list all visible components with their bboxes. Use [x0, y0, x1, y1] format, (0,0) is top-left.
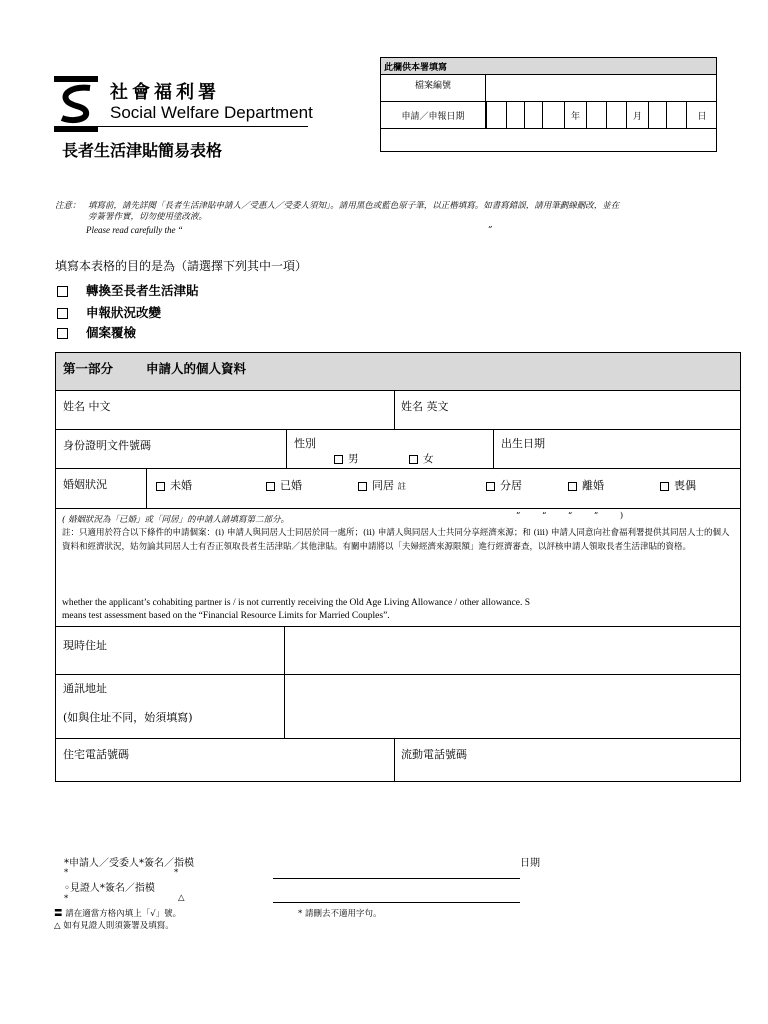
checkbox-icon[interactable]	[568, 482, 577, 491]
logo-underline	[54, 126, 308, 127]
checkbox-icon[interactable]	[409, 455, 418, 464]
home-phone-label: 住宅電話號碼	[63, 748, 129, 761]
correspondence-address-label: 通訊地址	[63, 682, 107, 695]
star-mark: *	[174, 868, 179, 878]
option-label: 同居	[372, 479, 394, 492]
logo-text-en: Social Welfare Department	[110, 103, 313, 122]
part1-form	[55, 352, 741, 782]
marital-label: 婚姻狀況	[63, 478, 107, 491]
applicant-signature-label: *申請人／受委人*簽名／指模	[64, 858, 194, 869]
option-label: 未婚	[170, 479, 192, 492]
part1-title: 申請人的個人資料	[146, 361, 247, 376]
swd-logo-mark-icon	[54, 76, 98, 132]
day-label: 日	[686, 102, 717, 128]
option-label: 分居	[500, 479, 522, 492]
marital-option-cohabit[interactable]	[358, 477, 406, 493]
residential-address-label: 現時住址	[63, 639, 107, 652]
option-label: 離婚	[582, 479, 604, 492]
date-label: 日期	[520, 858, 540, 869]
female-label: 女	[423, 453, 434, 465]
note-text: 註：只適用於符合以下條件的申請個案：(i) 申請人與同居人士同居於同一處所；(ii) 申請人與同居人士共同分享經濟來源；和 (iii) 申請人同意向社會福利署提供其同居人士的個人資料和經濟狀況，姑勿論其同居人士有否正領取長者生活津貼／其他津貼。有關申請將以「夫婦經濟來源限額」進行經濟審查，以評核申請人領取長者生活津貼的資格。	[62, 528, 730, 552]
office-use-box	[380, 57, 717, 152]
office-use-heading: 此欄供本署填寫	[381, 58, 716, 75]
month-label: 月	[626, 102, 648, 128]
option-label: 已婚	[280, 479, 302, 492]
marital-option-single[interactable]	[156, 477, 192, 493]
marital-row	[56, 469, 740, 509]
cohabit-note-row	[56, 509, 740, 627]
checkbox-icon[interactable]	[57, 328, 68, 339]
correspondence-address-row	[56, 675, 740, 739]
checkbox-icon[interactable]	[334, 455, 343, 464]
part1-heading	[56, 353, 740, 391]
dob-label: 出生日期	[501, 437, 545, 450]
note-en-line1: whether the applicant’s cohabiting partner is / is not currently receiving the Old Age Living Allowance / other allowance. S	[62, 598, 531, 608]
marital-option-separated[interactable]	[486, 477, 522, 493]
witness-signature-line[interactable]	[273, 902, 520, 903]
option-label: 喪偶	[674, 479, 696, 492]
triangle-mark: △	[178, 893, 185, 903]
checkbox-icon[interactable]	[57, 286, 68, 297]
purpose-option-label: 個案覆檢	[85, 325, 136, 340]
checkbox-icon[interactable]	[358, 482, 367, 491]
checkbox-icon[interactable]	[156, 482, 165, 491]
purpose-option-1[interactable]	[57, 281, 199, 299]
checkbox-icon[interactable]	[57, 308, 68, 319]
date-label: 申請／申報日期	[381, 102, 486, 128]
male-label: 男	[348, 453, 359, 465]
notes-line2: 旁簽署作實，切勿使用塗改液。	[88, 212, 208, 222]
file-no-label: 檔案編號	[381, 75, 486, 101]
notes-line3: Please read carefully the “	[86, 225, 183, 235]
name-zh-label: 姓名 中文	[63, 400, 111, 413]
sex-female-option[interactable]	[409, 451, 434, 466]
checkbox-icon[interactable]	[660, 482, 669, 491]
purpose-option-2[interactable]	[57, 303, 161, 321]
phone-row	[56, 739, 740, 782]
residential-address-row	[56, 627, 740, 675]
marital-option-divorced[interactable]	[568, 477, 604, 493]
footnote-delete: * 請刪去不適用字句。	[298, 909, 382, 919]
mobile-phone-label: 流動電話號碼	[401, 748, 467, 761]
part1-number: 第一部分	[63, 361, 114, 376]
star-mark: *	[64, 894, 69, 904]
note-mark: 註	[397, 482, 407, 492]
logo-text-zh: 社會福利署	[110, 82, 220, 103]
checkbox-icon[interactable]	[486, 482, 495, 491]
notes-label: 注意：	[55, 201, 81, 211]
note-quotes: ” “ “ ” )	[516, 511, 624, 521]
purpose-option-label: 申報狀況改變	[85, 305, 161, 320]
signature-line[interactable]	[273, 878, 520, 879]
notes-line1: 填寫前，請先詳閱「長者生活津貼申請人／受惠人／受委人須知」。請用黑色或藍色原子筆，以正楷填寫。如書寫錯誤，請用筆劃線刪改，並在	[88, 201, 620, 211]
name-row	[56, 391, 740, 430]
marital-option-widowed[interactable]	[660, 477, 696, 493]
note-italic: ( 婚姻狀況為「已婚」或「同居」的申請人請填寫第二部分。	[62, 515, 290, 525]
witness-signature-label: ◦見證人*簽名／指模	[64, 883, 155, 894]
star-mark: *	[64, 868, 69, 878]
purpose-question: 填寫本表格的目的是為（請選擇下列其中一項）	[55, 259, 308, 273]
form-title: 長者生活津貼簡易表格	[62, 141, 223, 160]
purpose-option-label: 轉換至長者生活津貼	[85, 283, 199, 298]
purpose-option-3[interactable]	[57, 323, 136, 341]
footnote-witness: △ 如有見證人則須簽署及填寫。	[54, 921, 174, 931]
sex-male-option[interactable]	[334, 451, 359, 466]
id-sex-dob-row	[56, 430, 740, 469]
marital-option-married[interactable]	[266, 477, 302, 493]
swd-logo	[54, 76, 314, 132]
checkbox-icon[interactable]	[266, 482, 275, 491]
id-doc-label: 身份證明文件號碼	[63, 439, 151, 452]
name-en-label: 姓名 英文	[401, 400, 449, 413]
notes-line3-end: ”	[488, 225, 493, 235]
year-label: 年	[564, 102, 586, 128]
footnote-tick: 〓 請在適當方格內填上「√」號。	[54, 909, 182, 919]
correspondence-address-note: (如與住址不同，始須填寫)	[63, 711, 193, 724]
sex-label: 性別	[294, 437, 316, 450]
date-row	[381, 102, 716, 129]
note-en-line2: means test assessment based on the “Financial Resource Limits for Married Couples”.	[62, 611, 390, 621]
